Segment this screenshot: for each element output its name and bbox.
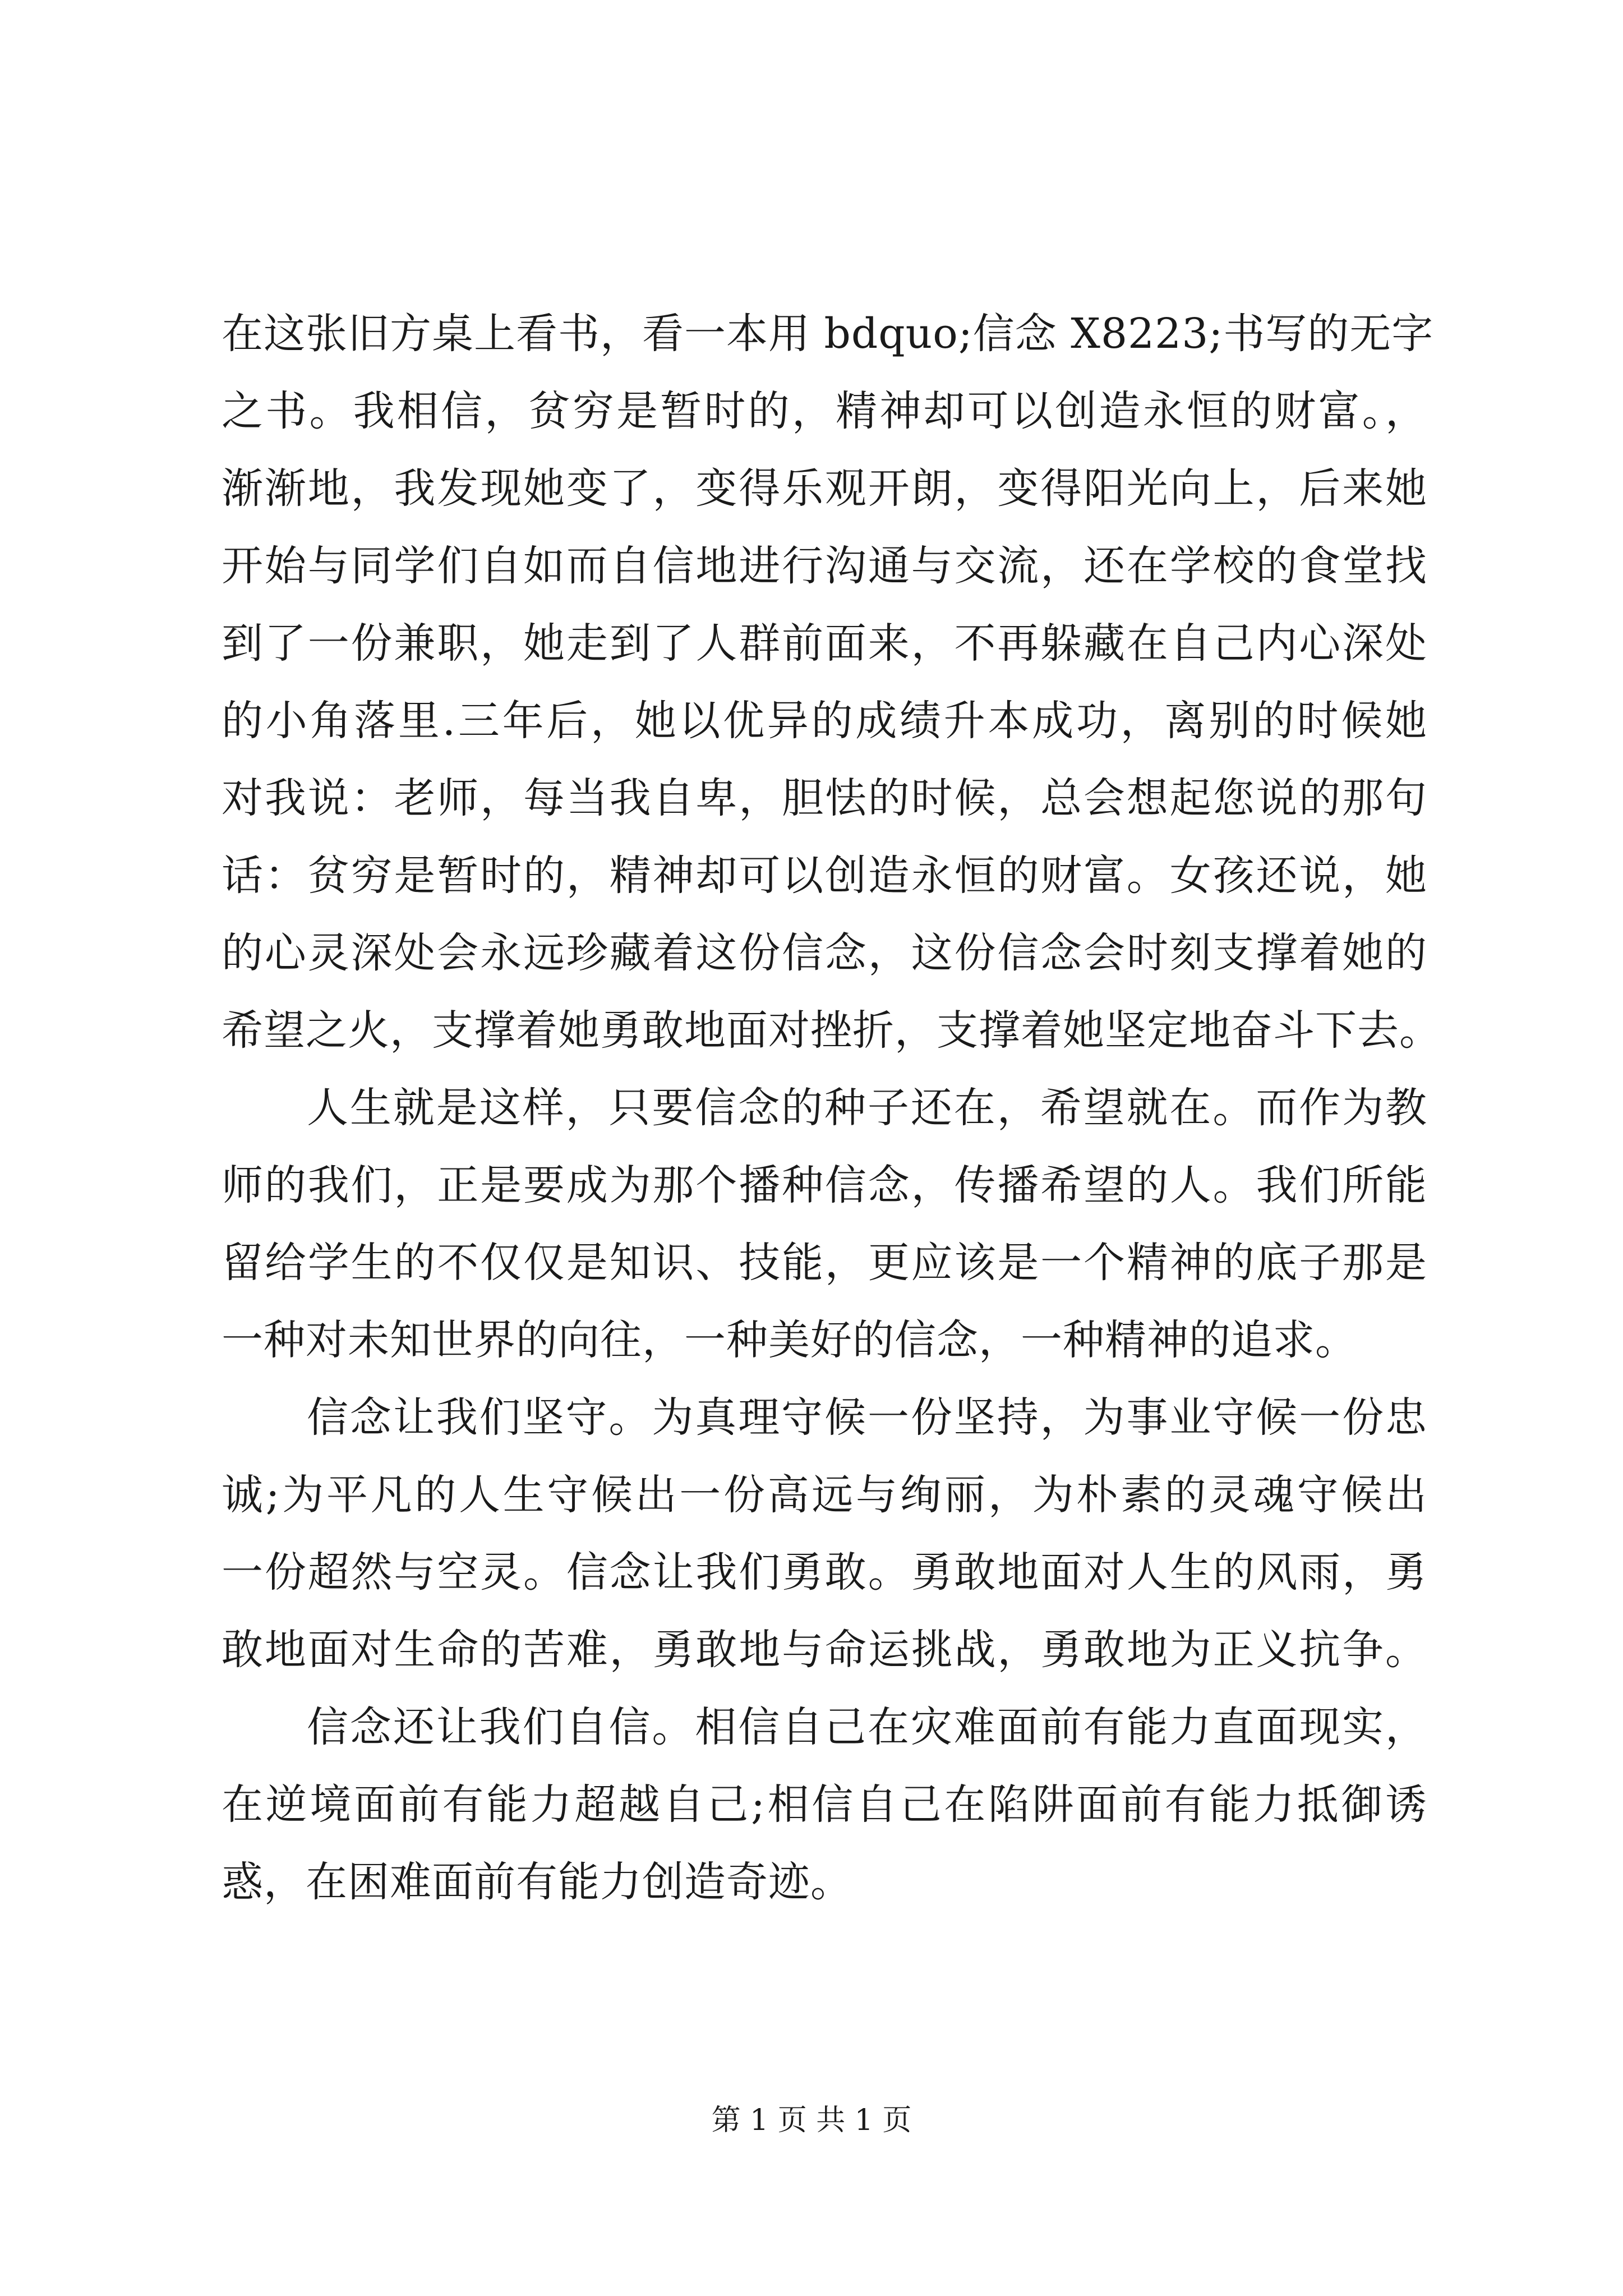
text-line: 希望之火，支撑着她勇敢地面对挫折，支撑着她坚定地奋斗下去。 — [222, 1006, 1441, 1055]
text-line: 的小角落里.三年后，她以优异的成绩升本成功，离别的时候她 — [222, 697, 1427, 745]
paragraph-last-line: 惑，在困难面前有能力创造奇迹。 — [222, 1858, 852, 1906]
text-line: 渐渐地，我发现她变了，变得乐观开朗，变得阳光向上，后来她 — [222, 464, 1427, 513]
paragraph-first-line: 信念还让我们自信。相信自己在灾难面前有能力直面现实， — [307, 1703, 1427, 1751]
paragraph-last-line: 敢地面对生命的苦难，勇敢地与命运挑战，勇敢地为正义抗争。 — [222, 1626, 1427, 1674]
paragraph-first-line: 人生就是这样，只要信念的种子还在，希望就在。而作为教 — [307, 1084, 1427, 1132]
text-line: 对我说：老师，每当我自卑，胆怯的时候，总会想起您说的那句 — [222, 774, 1427, 822]
page-number-footer: 第 1 页 共 1 页 — [711, 2104, 912, 2137]
paragraph-first-line: 信念让我们坚守。为真理守候一份坚持，为事业守候一份忠 — [307, 1393, 1427, 1442]
text-line: 在这张旧方桌上看书，看一本用 bdquo;信念 X8223;书写的无字 — [222, 310, 1434, 358]
text-line: 一份超然与空灵。信念让我们勇敢。勇敢地面对人生的风雨，勇 — [222, 1548, 1427, 1596]
text-line: 开始与同学们自如而自信地进行沟通与交流，还在学校的食堂找 — [222, 542, 1427, 590]
text-line: 师的我们，正是要成为那个播种信念，传播希望的人。我们所能 — [222, 1161, 1427, 1209]
text-line: 之书。我相信，贫穷是暂时的，精神却可以创造永恒的财富。， — [222, 387, 1427, 435]
text-line: 诚;为平凡的人生守候出一份高远与绚丽，为朴素的灵魂守候出 — [222, 1471, 1427, 1519]
text-line: 话：贫穷是暂时的，精神却可以创造永恒的财富。女孩还说，她 — [222, 852, 1427, 900]
paragraph-last-line: 一种对未知世界的向往，一种美好的信念，一种精神的追求。 — [222, 1316, 1357, 1364]
text-line: 到了一份兼职，她走到了人群前面来，不再躲藏在自己内心深处 — [222, 619, 1427, 668]
text-line: 在逆境面前有能力超越自己;相信自己在陷阱面前有能力抵御诱 — [222, 1780, 1427, 1829]
text-line: 留给学生的不仅仅是知识、技能，更应该是一个精神的底子那是 — [222, 1239, 1427, 1287]
text-line: 的心灵深处会永远珍藏着这份信念，这份信念会时刻支撑着她的 — [222, 929, 1427, 977]
